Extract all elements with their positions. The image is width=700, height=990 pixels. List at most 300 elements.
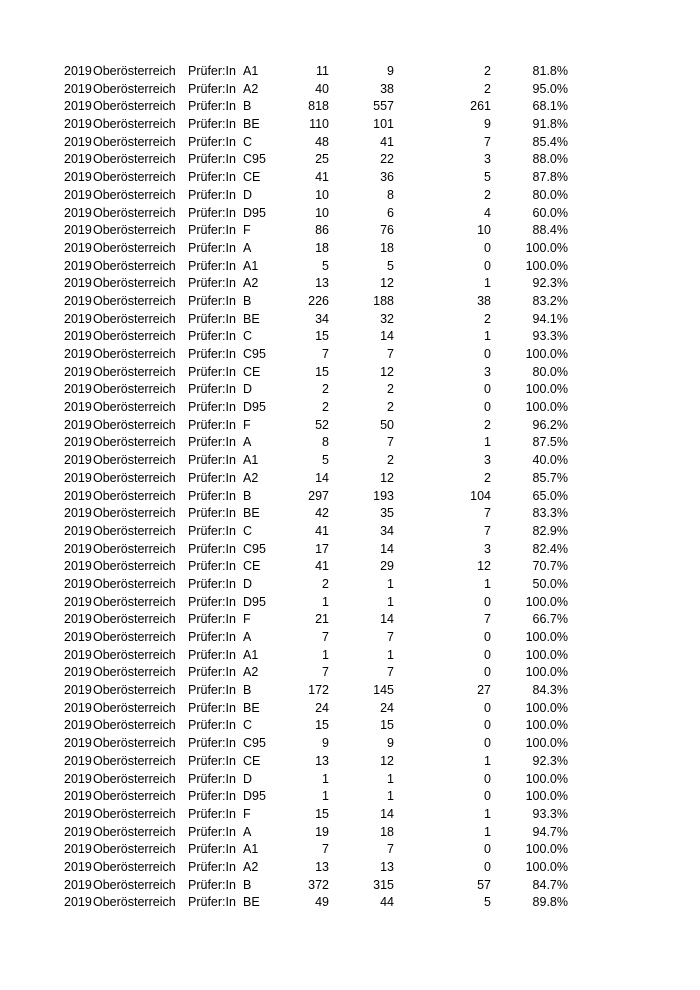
license-class-cell: B	[243, 488, 252, 503]
table-row	[0, 381, 700, 399]
pass-rate-cell: 84.7%	[532, 877, 568, 892]
region-cell: Oberösterreich	[93, 152, 176, 167]
passed-count-cell: 7	[387, 842, 394, 857]
failed-count-cell: 0	[484, 842, 491, 857]
year-cell: 2019	[64, 736, 92, 751]
region-cell: Oberösterreich	[93, 400, 176, 415]
total-count-cell: 34	[315, 311, 329, 326]
pass-rate-cell: 100.0%	[525, 859, 568, 874]
passed-count-cell: 36	[380, 170, 394, 185]
year-cell: 2019	[64, 612, 92, 627]
year-cell: 2019	[64, 134, 92, 149]
table-row	[0, 753, 700, 771]
failed-count-cell: 0	[484, 347, 491, 361]
total-count-cell: 7	[322, 630, 329, 644]
total-count-cell: 297	[308, 488, 329, 503]
region-cell: Oberösterreich	[93, 258, 176, 273]
pass-rate-cell: 94.1%	[532, 311, 568, 326]
license-class-cell: B	[243, 99, 252, 114]
role-cell: Prüfer:In	[188, 718, 236, 733]
year-cell: 2019	[64, 99, 92, 114]
table-row	[0, 664, 700, 682]
failed-count-cell: 2	[484, 64, 491, 78]
region-cell: Oberösterreich	[93, 736, 176, 751]
total-count-cell: 226	[308, 293, 329, 308]
role-cell: Prüfer:In	[188, 488, 236, 503]
failed-count-cell: 3	[484, 453, 491, 468]
region-cell: Oberösterreich	[93, 170, 176, 185]
table-row	[0, 611, 700, 629]
passed-count-cell: 35	[380, 506, 394, 521]
pass-rate-cell: 84.3%	[532, 683, 568, 698]
role-cell: Prüfer:In	[188, 806, 236, 821]
table-row	[0, 364, 700, 382]
year-cell: 2019	[64, 311, 92, 326]
pass-rate-cell: 93.3%	[532, 329, 568, 344]
region-cell: Oberösterreich	[93, 223, 176, 238]
license-class-cell: BE	[243, 117, 260, 132]
license-class-cell: CE	[243, 559, 261, 574]
failed-count-cell: 1	[484, 806, 491, 821]
role-cell: Prüfer:In	[188, 329, 236, 344]
region-cell: Oberösterreich	[93, 347, 176, 361]
role-cell: Prüfer:In	[188, 293, 236, 308]
pass-rate-cell: 87.8%	[532, 170, 568, 185]
role-cell: Prüfer:In	[188, 81, 236, 96]
role-cell: Prüfer:In	[188, 630, 236, 644]
pass-rate-cell: 100.0%	[525, 736, 568, 751]
table-row	[0, 771, 700, 789]
table-row	[0, 558, 700, 576]
total-count-cell: 11	[316, 64, 329, 78]
pass-rate-cell: 83.3%	[532, 506, 568, 521]
pass-rate-cell: 85.4%	[532, 134, 568, 149]
license-class-cell: A1	[243, 258, 259, 273]
total-count-cell: 42	[315, 506, 329, 521]
table-row	[0, 293, 700, 311]
failed-count-cell: 5	[484, 895, 491, 910]
year-cell: 2019	[64, 117, 92, 132]
role-cell: Prüfer:In	[188, 559, 236, 574]
role-cell: Prüfer:In	[188, 647, 236, 662]
pass-rate-cell: 93.3%	[532, 806, 568, 821]
pass-rate-cell: 91.8%	[532, 117, 568, 132]
year-cell: 2019	[64, 594, 92, 609]
passed-count-cell: 2	[387, 382, 394, 397]
table-row	[0, 894, 700, 912]
total-count-cell: 40	[315, 81, 329, 96]
role-cell: Prüfer:In	[188, 223, 236, 238]
total-count-cell: 2	[322, 382, 329, 397]
year-cell: 2019	[64, 665, 92, 680]
year-cell: 2019	[64, 417, 92, 432]
role-cell: Prüfer:In	[188, 187, 236, 202]
table-row	[0, 346, 700, 364]
passed-count-cell: 145	[373, 683, 394, 698]
pass-rate-cell: 100.0%	[525, 400, 568, 415]
table-row	[0, 63, 700, 81]
table-row	[0, 134, 700, 152]
region-cell: Oberösterreich	[93, 718, 176, 733]
failed-count-cell: 2	[484, 187, 491, 202]
total-count-cell: 110	[309, 117, 329, 132]
failed-count-cell: 0	[484, 240, 491, 255]
pass-rate-cell: 83.2%	[532, 293, 568, 308]
year-cell: 2019	[64, 842, 92, 857]
role-cell: Prüfer:In	[188, 311, 236, 326]
pass-rate-cell: 88.0%	[532, 152, 568, 167]
year-cell: 2019	[64, 364, 92, 379]
failed-count-cell: 1	[484, 435, 491, 450]
table-row	[0, 700, 700, 718]
year-cell: 2019	[64, 771, 92, 786]
license-class-cell: A2	[243, 665, 259, 680]
license-class-cell: BE	[243, 311, 260, 326]
region-cell: Oberösterreich	[93, 99, 176, 114]
table-row	[0, 311, 700, 329]
license-class-cell: C95	[243, 736, 266, 751]
pass-rate-cell: 68.1%	[532, 99, 568, 114]
failed-count-cell: 3	[484, 541, 491, 556]
license-class-cell: C95	[243, 347, 266, 361]
role-cell: Prüfer:In	[188, 859, 236, 874]
year-cell: 2019	[64, 506, 92, 521]
region-cell: Oberösterreich	[93, 329, 176, 344]
role-cell: Prüfer:In	[188, 64, 236, 78]
license-class-cell: F	[243, 417, 251, 432]
pass-rate-cell: 65.0%	[532, 488, 568, 503]
table-row	[0, 98, 700, 116]
role-cell: Prüfer:In	[188, 736, 236, 751]
year-cell: 2019	[64, 700, 92, 715]
failed-count-cell: 5	[484, 170, 491, 185]
region-cell: Oberösterreich	[93, 240, 176, 255]
year-cell: 2019	[64, 240, 92, 255]
failed-count-cell: 0	[484, 630, 491, 644]
region-cell: Oberösterreich	[93, 453, 176, 468]
role-cell: Prüfer:In	[188, 453, 236, 468]
pass-rate-cell: 100.0%	[525, 789, 568, 804]
failed-count-cell: 3	[484, 364, 491, 379]
failed-count-cell: 0	[484, 258, 491, 273]
passed-count-cell: 22	[380, 152, 394, 167]
failed-count-cell: 1	[484, 576, 491, 591]
passed-count-cell: 7	[387, 630, 394, 644]
pass-rate-cell: 100.0%	[525, 240, 568, 255]
failed-count-cell: 0	[484, 594, 491, 609]
table-row	[0, 240, 700, 258]
total-count-cell: 7	[322, 347, 329, 361]
failed-count-cell: 2	[484, 470, 491, 485]
region-cell: Oberösterreich	[93, 647, 176, 662]
table-row	[0, 187, 700, 205]
pass-rate-cell: 60.0%	[532, 205, 568, 220]
table-row	[0, 169, 700, 187]
table-row	[0, 824, 700, 842]
year-cell: 2019	[64, 895, 92, 910]
pass-rate-cell: 100.0%	[525, 630, 568, 644]
total-count-cell: 2	[322, 400, 329, 415]
passed-count-cell: 13	[380, 859, 394, 874]
passed-count-cell: 7	[387, 665, 394, 680]
license-class-cell: F	[243, 612, 251, 627]
passed-count-cell: 2	[387, 453, 394, 468]
region-cell: Oberösterreich	[93, 895, 176, 910]
region-cell: Oberösterreich	[93, 753, 176, 768]
license-class-cell: C	[243, 329, 253, 344]
region-cell: Oberösterreich	[93, 117, 176, 132]
region-cell: Oberösterreich	[93, 364, 176, 379]
role-cell: Prüfer:In	[188, 152, 236, 167]
pass-rate-cell: 96.2%	[532, 417, 568, 432]
passed-count-cell: 1	[387, 576, 394, 591]
pass-rate-cell: 85.7%	[532, 470, 568, 485]
region-cell: Oberösterreich	[93, 877, 176, 892]
passed-count-cell: 14	[380, 329, 394, 344]
year-cell: 2019	[64, 559, 92, 574]
total-count-cell: 10	[315, 205, 329, 220]
region-cell: Oberösterreich	[93, 665, 176, 680]
year-cell: 2019	[64, 170, 92, 185]
region-cell: Oberösterreich	[93, 806, 176, 821]
license-class-cell: B	[243, 683, 252, 698]
role-cell: Prüfer:In	[188, 771, 236, 786]
region-cell: Oberösterreich	[93, 488, 176, 503]
passed-count-cell: 18	[380, 824, 394, 839]
passed-count-cell: 18	[380, 240, 394, 255]
year-cell: 2019	[64, 523, 92, 538]
year-cell: 2019	[64, 576, 92, 591]
total-count-cell: 10	[315, 187, 329, 202]
passed-count-cell: 9	[387, 736, 394, 751]
license-class-cell: F	[243, 223, 251, 238]
region-cell: Oberösterreich	[93, 576, 176, 591]
total-count-cell: 14	[315, 470, 329, 485]
passed-count-cell: 50	[380, 417, 394, 432]
year-cell: 2019	[64, 293, 92, 308]
pass-rate-cell: 92.3%	[532, 276, 568, 291]
passed-count-cell: 101	[373, 117, 394, 132]
role-cell: Prüfer:In	[188, 117, 236, 132]
table-row	[0, 859, 700, 877]
table-row	[0, 222, 700, 240]
license-class-cell: A	[243, 630, 252, 644]
total-count-cell: 5	[322, 258, 329, 273]
pass-rate-cell: 100.0%	[525, 594, 568, 609]
passed-count-cell: 6	[387, 205, 394, 220]
total-count-cell: 21	[315, 612, 329, 627]
failed-count-cell: 104	[470, 488, 491, 503]
role-cell: Prüfer:In	[188, 134, 236, 149]
pass-rate-cell: 100.0%	[525, 718, 568, 733]
passed-count-cell: 29	[380, 559, 394, 574]
region-cell: Oberösterreich	[93, 541, 176, 556]
total-count-cell: 41	[315, 170, 329, 185]
pass-rate-cell: 100.0%	[525, 700, 568, 715]
role-cell: Prüfer:In	[188, 470, 236, 485]
table-row	[0, 205, 700, 223]
year-cell: 2019	[64, 223, 92, 238]
license-class-cell: D95	[243, 789, 266, 804]
total-count-cell: 7	[322, 842, 329, 857]
role-cell: Prüfer:In	[188, 842, 236, 857]
pass-rate-cell: 100.0%	[525, 382, 568, 397]
total-count-cell: 818	[308, 99, 329, 114]
year-cell: 2019	[64, 187, 92, 202]
total-count-cell: 9	[322, 736, 329, 751]
region-cell: Oberösterreich	[93, 594, 176, 609]
year-cell: 2019	[64, 718, 92, 733]
total-count-cell: 8	[322, 435, 329, 450]
license-class-cell: CE	[243, 364, 261, 379]
license-class-cell: D95	[243, 205, 266, 220]
year-cell: 2019	[64, 824, 92, 839]
passed-count-cell: 557	[373, 99, 394, 114]
total-count-cell: 2	[322, 576, 329, 591]
passed-count-cell: 32	[380, 311, 394, 326]
year-cell: 2019	[64, 152, 92, 167]
passed-count-cell: 12	[380, 470, 394, 485]
region-cell: Oberösterreich	[93, 771, 176, 786]
table-row	[0, 328, 700, 346]
license-class-cell: A	[243, 824, 252, 839]
table-row	[0, 523, 700, 541]
license-class-cell: A1	[243, 842, 259, 857]
failed-count-cell: 0	[484, 718, 491, 733]
failed-count-cell: 1	[484, 824, 491, 839]
total-count-cell: 25	[315, 152, 329, 167]
total-count-cell: 52	[315, 417, 329, 432]
role-cell: Prüfer:In	[188, 877, 236, 892]
role-cell: Prüfer:In	[188, 364, 236, 379]
failed-count-cell: 3	[484, 152, 491, 167]
region-cell: Oberösterreich	[93, 81, 176, 96]
region-cell: Oberösterreich	[93, 683, 176, 698]
table-row	[0, 647, 700, 665]
role-cell: Prüfer:In	[188, 612, 236, 627]
table-row	[0, 788, 700, 806]
failed-count-cell: 261	[470, 99, 491, 114]
year-cell: 2019	[64, 647, 92, 662]
total-count-cell: 15	[315, 364, 329, 379]
year-cell: 2019	[64, 435, 92, 450]
pass-rate-cell: 95.0%	[532, 81, 568, 96]
role-cell: Prüfer:In	[188, 506, 236, 521]
passed-count-cell: 7	[387, 435, 394, 450]
role-cell: Prüfer:In	[188, 276, 236, 291]
passed-count-cell: 1	[387, 789, 394, 804]
failed-count-cell: 0	[484, 736, 491, 751]
license-class-cell: C	[243, 718, 253, 733]
year-cell: 2019	[64, 347, 92, 361]
year-cell: 2019	[64, 488, 92, 503]
region-cell: Oberösterreich	[93, 64, 176, 78]
pass-rate-cell: 100.0%	[525, 347, 568, 361]
total-count-cell: 5	[322, 453, 329, 468]
license-class-cell: BE	[243, 895, 260, 910]
role-cell: Prüfer:In	[188, 258, 236, 273]
region-cell: Oberösterreich	[93, 276, 176, 291]
failed-count-cell: 10	[477, 223, 491, 238]
passed-count-cell: 1	[387, 594, 394, 609]
pass-rate-cell: 89.8%	[532, 895, 568, 910]
license-class-cell: A1	[243, 647, 259, 662]
passed-count-cell: 1	[387, 647, 394, 662]
total-count-cell: 15	[315, 718, 329, 733]
role-cell: Prüfer:In	[188, 824, 236, 839]
role-cell: Prüfer:In	[188, 665, 236, 680]
license-class-cell: C	[243, 134, 253, 149]
pass-rate-cell: 66.7%	[532, 612, 568, 627]
failed-count-cell: 12	[477, 559, 491, 574]
passed-count-cell: 7	[387, 347, 394, 361]
failed-count-cell: 7	[484, 612, 491, 627]
table-row	[0, 116, 700, 134]
role-cell: Prüfer:In	[188, 240, 236, 255]
failed-count-cell: 1	[484, 276, 491, 291]
table-row	[0, 505, 700, 523]
region-cell: Oberösterreich	[93, 523, 176, 538]
region-cell: Oberösterreich	[93, 293, 176, 308]
license-class-cell: C	[243, 523, 253, 538]
year-cell: 2019	[64, 541, 92, 556]
pass-rate-cell: 80.0%	[532, 187, 568, 202]
license-class-cell: A2	[243, 81, 259, 96]
year-cell: 2019	[64, 859, 92, 874]
table-row	[0, 629, 700, 647]
table-row	[0, 81, 700, 99]
license-class-cell: A1	[243, 453, 259, 468]
license-class-cell: A2	[243, 276, 259, 291]
total-count-cell: 13	[315, 859, 329, 874]
role-cell: Prüfer:In	[188, 382, 236, 397]
license-class-cell: BE	[243, 506, 260, 521]
region-cell: Oberösterreich	[93, 187, 176, 202]
failed-count-cell: 2	[484, 417, 491, 432]
passed-count-cell: 34	[380, 523, 394, 538]
license-class-cell: CE	[243, 753, 261, 768]
failed-count-cell: 0	[484, 771, 491, 786]
license-class-cell: CE	[243, 170, 261, 185]
pass-rate-cell: 100.0%	[525, 258, 568, 273]
year-cell: 2019	[64, 400, 92, 415]
pass-rate-cell: 88.4%	[532, 223, 568, 238]
total-count-cell: 15	[315, 329, 329, 344]
passed-count-cell: 12	[380, 276, 394, 291]
passed-count-cell: 1	[387, 771, 394, 786]
role-cell: Prüfer:In	[188, 789, 236, 804]
failed-count-cell: 38	[477, 293, 491, 308]
region-cell: Oberösterreich	[93, 205, 176, 220]
data-table	[0, 63, 700, 912]
role-cell: Prüfer:In	[188, 99, 236, 114]
failed-count-cell: 0	[484, 382, 491, 397]
passed-count-cell: 188	[373, 293, 394, 308]
passed-count-cell: 14	[380, 806, 394, 821]
pass-rate-cell: 100.0%	[525, 771, 568, 786]
total-count-cell: 49	[315, 895, 329, 910]
pass-rate-cell: 82.9%	[532, 523, 568, 538]
year-cell: 2019	[64, 630, 92, 644]
table-row	[0, 434, 700, 452]
region-cell: Oberösterreich	[93, 559, 176, 574]
table-row	[0, 594, 700, 612]
total-count-cell: 18	[315, 240, 329, 255]
role-cell: Prüfer:In	[188, 895, 236, 910]
passed-count-cell: 76	[380, 223, 394, 238]
pass-rate-cell: 100.0%	[525, 665, 568, 680]
year-cell: 2019	[64, 64, 92, 78]
